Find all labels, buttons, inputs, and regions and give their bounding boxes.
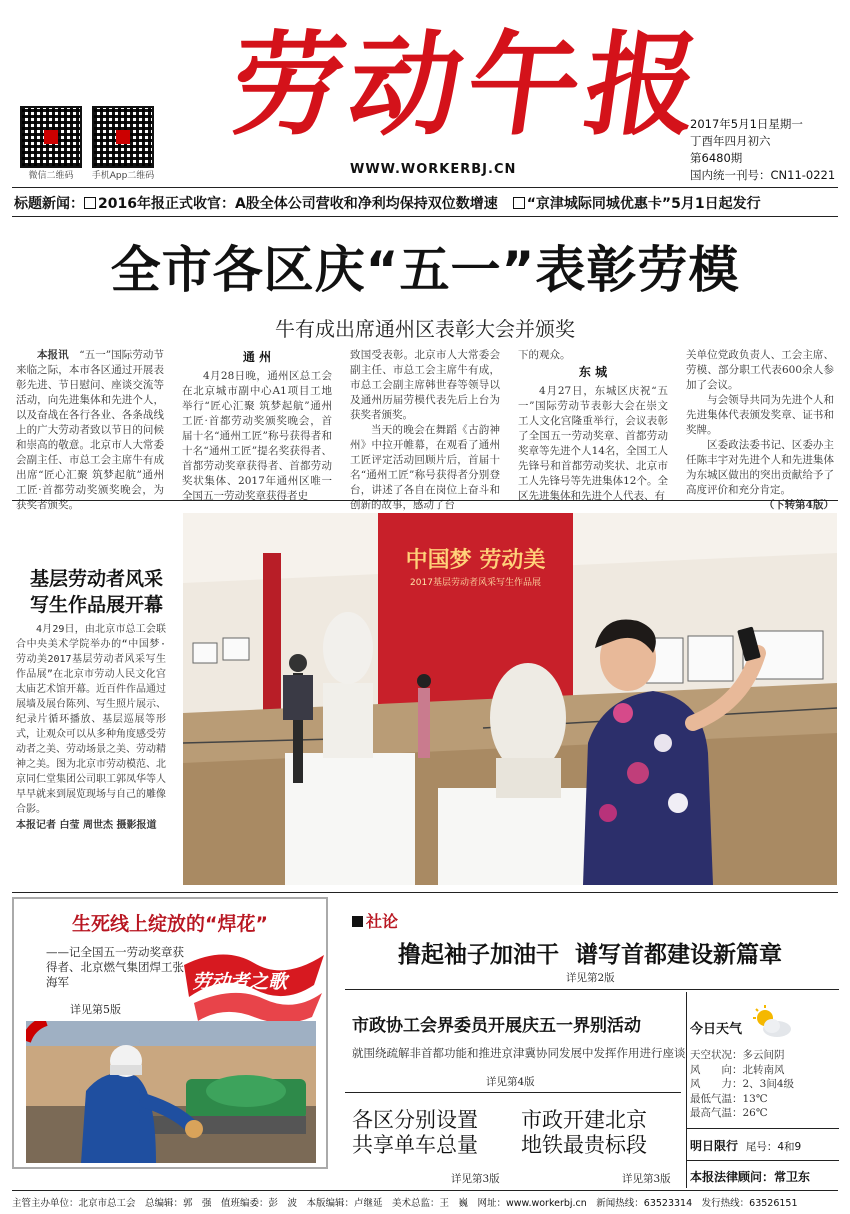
weather-row: 天空状况：多云间阴: [690, 1049, 785, 1061]
issue-number: 第6480期: [690, 151, 743, 165]
headline-item-1[interactable]: 2016年报正式收官：A股全体公司营收和净利均保持双位数增速: [98, 196, 498, 212]
lead-col-5b-text: 与会领导共同为先进个人和先进集体代表颁发奖章、证书和奖牌。: [686, 394, 834, 436]
cloudy-sun-glyph: [750, 1005, 792, 1039]
lead-subtitle: 牛有成出席通州区表彰大会并颁奖: [275, 317, 575, 341]
story4-see[interactable]: 详见第3版: [622, 1173, 671, 1185]
lead-headline[interactable]: 全市各区庆“五一”表彰劳模: [110, 241, 740, 299]
qr-code-app[interactable]: [92, 106, 158, 181]
weather-row: 最高气温：26℃: [690, 1107, 768, 1119]
editorial-title[interactable]: 撸起袖子加油干 谱写首都建设新篇章: [397, 942, 782, 968]
divider: [12, 216, 838, 217]
banner-line-2: 2017基层劳动者风采写生作品展: [410, 578, 541, 588]
feature-logo: [184, 945, 324, 1023]
story3-title[interactable]: [352, 1108, 478, 1158]
lead-col-4a-text: 下的观众。: [518, 349, 571, 361]
legal-advisor: 本报法律顾问：常卫东: [690, 1170, 811, 1184]
lead-col-2-text: 4月28日晚，通州区总工会在北京城市副中心A1项目工地举行“匠心汇聚 筑梦起航”通州工匠·首都劳动奖颁奖晚会，首届十名“通州工匠”称号获得者和十名“通州工匠”提名奖获得者、首都劳动奖章获得者、首都劳动奖状集体、2017年通州区唯一全国五一劳动奖章获得者史: [182, 370, 332, 502]
photo-story-title-line-1: 基层劳动者风采: [29, 568, 163, 590]
story4-title-line-1: 市政开建北京: [521, 1108, 647, 1132]
masthead-url[interactable]: WWW.WORKERBJ.CN: [350, 162, 517, 177]
feature-sub: ——记全国五一劳动奖章获得者、北京燃气集团焊工张海军: [46, 945, 184, 989]
checkbox-icon: [513, 197, 525, 209]
feature-title: 生死线上绽放的“焊花”: [72, 913, 268, 935]
section-head-dongcheng: 东 城: [578, 365, 608, 379]
divider: [345, 1092, 681, 1093]
editorial-see[interactable]: 详见第2版: [566, 972, 615, 984]
lead-col-5-text: 关单位党政负责人、工会主席、劳模、部分职工代表600余人参加了会议。: [686, 349, 834, 391]
editorial-tag-text: 社论: [366, 912, 399, 931]
section-head-tongzhou: 通 州: [242, 350, 272, 364]
weather-details: [690, 1048, 794, 1121]
lead-col-3-text: 致国受表彰。北京市人大常委会副主任、市总工会主席牛有成，市总工会副主席韩世春等领导以及通州历届劳模代表先后上台为获奖者颁奖。: [350, 349, 500, 421]
lead-col-3: [350, 348, 500, 513]
story4-title[interactable]: [521, 1108, 647, 1158]
divider: [687, 1128, 839, 1129]
footer-credits: 主管主办单位：北京市总工会 总编辑：郭 强 值班编委：彭 波 本版编辑：卢继延 美术总监：王 巍 网址：www.workerbj.cn 新闻热线：63523314 发行热线：63526151: [12, 1198, 798, 1209]
exhibition-photo[interactable]: [183, 513, 837, 885]
divider: [12, 500, 838, 501]
headline-bar: [14, 193, 840, 213]
welder-photo-illustration: [26, 1021, 316, 1163]
divider: [687, 1160, 839, 1161]
traffic-restriction: [690, 1137, 801, 1154]
story2-title[interactable]: 市政协工会界委员开展庆五一界别活动: [352, 1016, 641, 1036]
qr-label: 手机App二维码: [91, 171, 155, 181]
headline-bar-label: 标题新闻：: [14, 196, 84, 212]
divider: [345, 989, 839, 990]
divider-vertical: [686, 992, 688, 1188]
cloudy-sun-icon: [750, 1005, 792, 1039]
issue-lunar: 丁酉年四月初六: [690, 134, 771, 148]
weather-row: 最低气温：13℃: [690, 1092, 768, 1105]
weather-row: 风 向：北转南风: [690, 1063, 785, 1076]
story2-see[interactable]: 详见第4版: [486, 1076, 535, 1088]
issue-info: [690, 116, 835, 184]
story3-title-line-2: 共享单车总量: [352, 1133, 478, 1157]
lead-col-5c-text: 区委政法委书记、区委办主任陈丰宇对先进个人和先进集体为东城区做出的突出贡献给予了高度评价和充分肯定。: [686, 439, 834, 496]
photo-story-title[interactable]: [14, 566, 179, 618]
qr-code-wechat[interactable]: [20, 106, 86, 181]
checkbox-icon: [84, 197, 96, 209]
welder-photo[interactable]: [26, 1021, 316, 1163]
divider: [12, 1190, 838, 1191]
lead-col-4: [518, 348, 668, 504]
feature-see[interactable]: 详见第5版: [70, 1003, 121, 1016]
continue-note[interactable]: （下转第4版）: [763, 499, 834, 511]
editorial-tag: [352, 909, 398, 932]
feature-box[interactable]: [12, 897, 328, 1169]
divider: [12, 892, 838, 893]
photo-story-body: [16, 622, 166, 833]
traffic-label: 明日限行: [690, 1139, 739, 1153]
story4-title-line-2: 地铁最贵标段: [521, 1133, 647, 1157]
lead-col-3b-text: 当天的晚会在舞蹈《古韵神州》中拉开帷幕，在观看了通州工匠评定活动回顾片后，首届十名“通州工匠”称号获得者分别登台，讲述了各自在岗位上奋斗和创新的故事，感动了台: [350, 424, 500, 511]
headline-item-2[interactable]: “京津城际同城优惠卡”5月1日起发行: [526, 196, 761, 212]
banner-line-1: 中国梦 劳动美: [405, 547, 546, 573]
traffic-value: 尾号：4和9: [745, 1141, 802, 1153]
qr-code-image: [20, 106, 82, 168]
qr-label: 微信二维码: [28, 171, 74, 181]
lead-col-1: [16, 348, 164, 513]
lead-dateline: 本报讯: [37, 349, 69, 361]
square-bullet-icon: [352, 916, 363, 927]
issue-cn: 国内统一刊号：CN11-0221: [690, 168, 836, 182]
masthead-logo: 劳动午报: [222, 20, 714, 151]
weather-title: 今日天气: [690, 1022, 743, 1037]
weather-row: 风 力：2、3间4级: [690, 1078, 795, 1090]
qr-code-image: [92, 106, 154, 168]
story2-sub: 就围绕疏解非首都功能和推进京津冀协同发展中发挥作用进行座谈: [352, 1046, 686, 1060]
story3-title-line-1: 各区分别设置: [352, 1108, 478, 1132]
story3-see[interactable]: 详见第3版: [451, 1173, 500, 1185]
lead-col-1-text: “五一”国际劳动节来临之际，本市各区通过开展表彰先进、节日慰问、座谈交流等活动，向先进集体和先进个人，以及奋战在各行各业、各条战线上的广大劳动者致以节日的问候和崇高的敬意。北京市人大常委会副主任、市总工会主席牛有成出席“匠心汇聚 筑梦起航”通州工匠·首都劳动奖颁奖晚会，为获奖者颁奖。: [16, 349, 164, 511]
feature-logo-text: 劳动者之歌: [192, 971, 288, 993]
lead-col-4-text: 4月27日，东城区庆祝“五一”国际劳动节表彰大会在崇文工人文化宫隆重举行，会议表彰了全国五一劳动奖章、首都劳动奖章等先进个人14名，全国工人先锋号和首都劳动奖状、北京市工人先锋号等先进集体12个。全区先进集体和先进个人代表、有: [518, 385, 668, 502]
photo-credit: 本报记者 白莹 周世杰 摄影报道: [16, 820, 157, 831]
lead-col-5: [686, 348, 834, 513]
divider: [12, 187, 838, 188]
issue-date: 2017年5月1日星期一: [690, 117, 803, 131]
photo-story-title-line-2: 写生作品展开幕: [29, 594, 163, 616]
photo-story-body-text: 4月29日，由北京市总工会联合中央美术学院举办的“中国梦·劳动美2017基层劳动者风采写生作品展”在北京市劳动人民文化宫太庙艺术馆开幕。近百件作品通过展墙及展台陈列、写生照片展示、纪录片循环播放、基层巡展等形式，让观众可以从多种角度感受劳动者之美、劳动场景之美、劳动精神之美。图为北京市劳动模范、北京同仁堂集团公司职工郭凤华等人早早就来到展览现场与自己的雕像合影。: [16, 624, 166, 815]
lead-col-2: [182, 348, 332, 504]
